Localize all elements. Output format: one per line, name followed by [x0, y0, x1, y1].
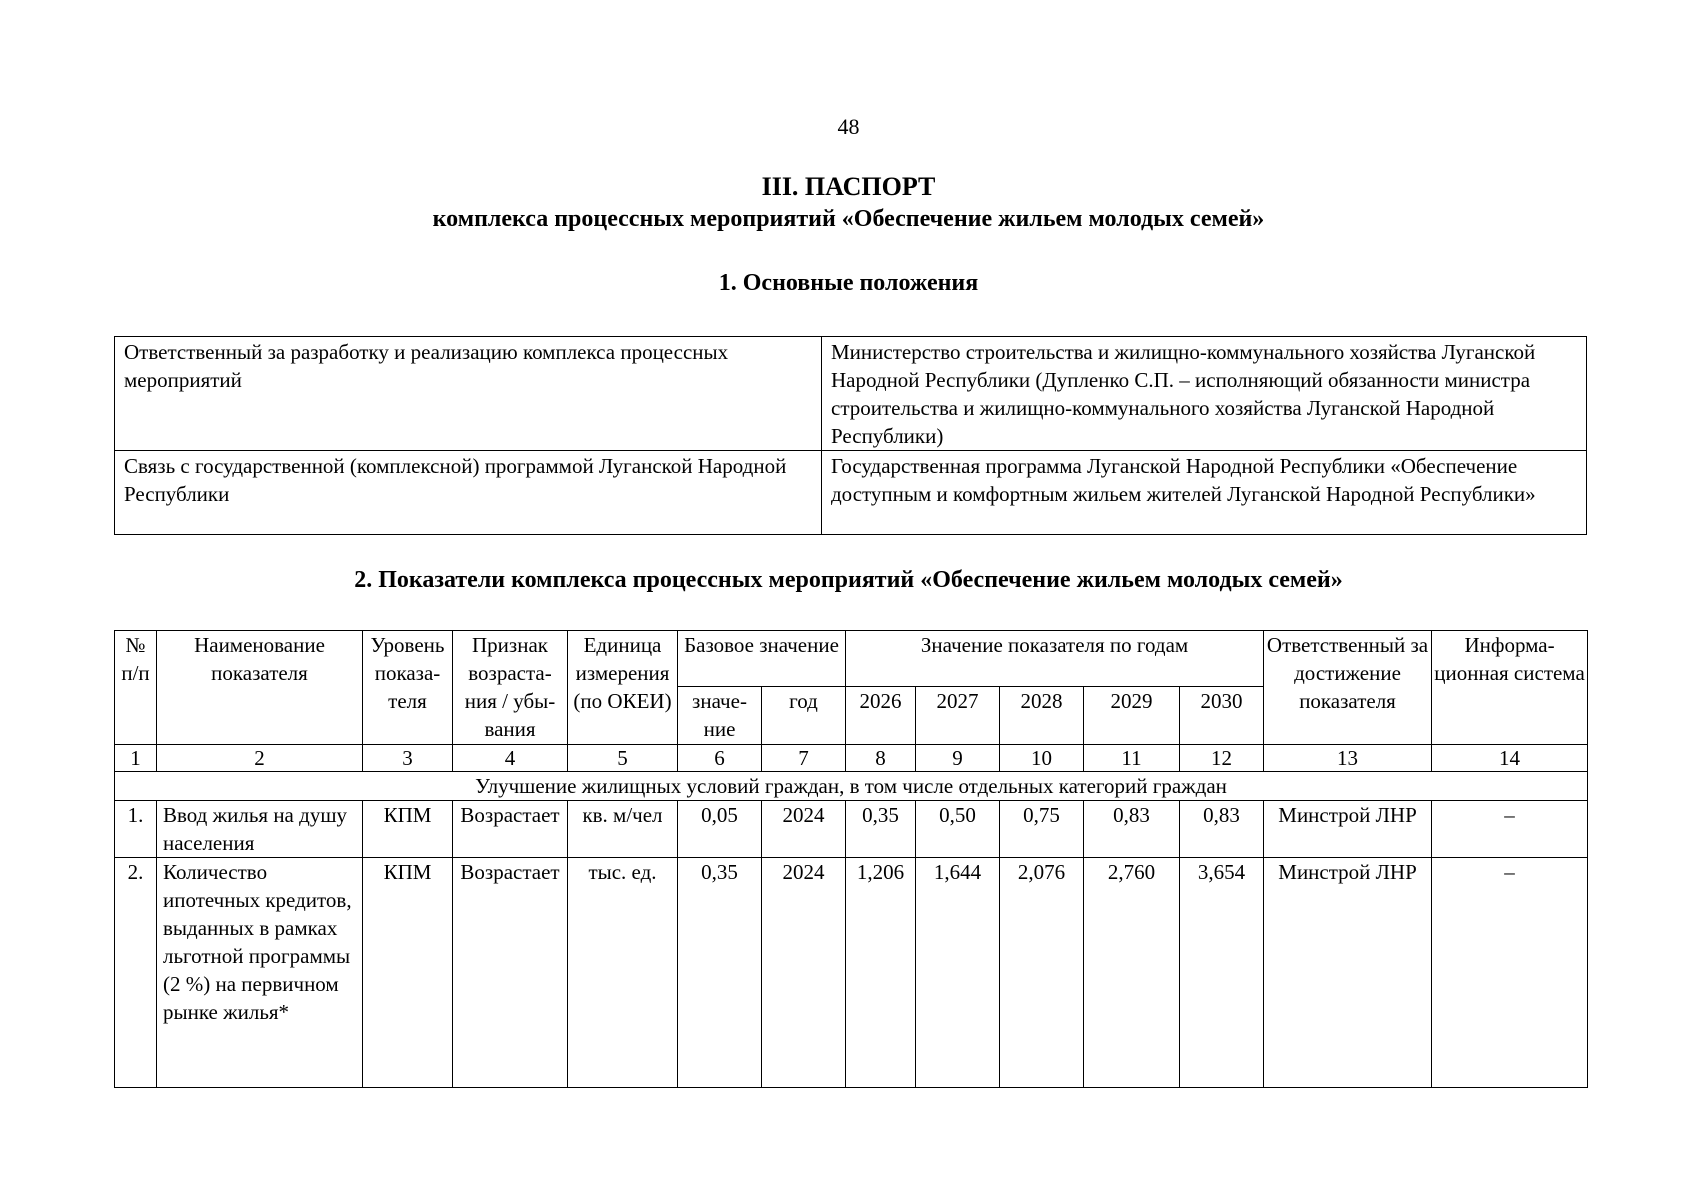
basic-provisions-table [114, 336, 1587, 535]
page-number: 48 [837, 114, 860, 139]
header-base-year: год [762, 687, 846, 745]
header-sign: Признак возраста-ния / убы-вания [453, 631, 568, 745]
column-number: 7 [762, 745, 846, 772]
column-number: 4 [453, 745, 568, 772]
column-number: 11 [1084, 745, 1180, 772]
column-numbers-row [115, 745, 1588, 772]
column-number: 2 [157, 745, 363, 772]
row-value-2026: 0,35 [846, 801, 916, 858]
column-number: 12 [1180, 745, 1264, 772]
column-number: 13 [1264, 745, 1432, 772]
header-year-2028: 2028 [1000, 687, 1084, 745]
header-year-2026: 2026 [846, 687, 916, 745]
header-base-value: значе-ние [678, 687, 762, 745]
indicators-table [114, 630, 1588, 1088]
row-value-2028: 0,75 [1000, 801, 1084, 858]
row-name: Ввод жилья на душу населения [157, 801, 363, 858]
header-year-2030: 2030 [1180, 687, 1264, 745]
table-row [115, 337, 1587, 451]
header-no: № п/п [115, 631, 157, 745]
row-value-2030: 3,654 [1180, 858, 1264, 1088]
row-base-year: 2024 [762, 801, 846, 858]
header-year-2027: 2027 [916, 687, 1000, 745]
passport-title: III. ПАСПОРТ [761, 172, 936, 201]
header-years-group: Значение показателя по годам [846, 631, 1264, 687]
column-number: 6 [678, 745, 762, 772]
program-link-label: Связь с государственной (комплексной) программой Луганской Народной Республики [115, 451, 822, 535]
row-name: Количество ипотечных кредитов, выданных в рамках льготной программы (2 %) на первичном рынке жилья* [157, 858, 363, 1088]
row-sign: Возрастает [453, 801, 568, 858]
row-base-year: 2024 [762, 858, 846, 1088]
row-base-value: 0,05 [678, 801, 762, 858]
row-value-2027: 0,50 [916, 801, 1000, 858]
header-level: Уровень показа-теля [363, 631, 453, 745]
column-number: 5 [568, 745, 678, 772]
responsible-value: Министерство строительства и жилищно-коммунального хозяйства Луганской Народной Республики (Дупленко С.П. – исполняющий обязанности министра строительства и жилищно-коммунального хозяйства Луганской Народной Республики) [822, 337, 1587, 451]
row-value-2027: 1,644 [916, 858, 1000, 1088]
header-responsible: Ответственный за достижение показателя [1264, 631, 1432, 745]
row-responsible: Минстрой ЛНР [1264, 801, 1432, 858]
row-no: 1. [115, 801, 157, 858]
row-info: – [1432, 858, 1588, 1088]
row-level: КПМ [363, 858, 453, 1088]
header-year-2029: 2029 [1084, 687, 1180, 745]
header-name: Наименование показателя [157, 631, 363, 745]
header-base: Базовое значение [678, 631, 846, 687]
row-no: 2. [115, 858, 157, 1088]
table-row [115, 858, 1588, 1088]
column-number: 1 [115, 745, 157, 772]
row-sign: Возрастает [453, 858, 568, 1088]
column-number: 10 [1000, 745, 1084, 772]
group-row [115, 772, 1588, 801]
section2-heading: 2. Показатели комплекса процессных мероприятий «Обеспечение жильем молодых семей» [354, 567, 1343, 593]
column-number: 14 [1432, 745, 1588, 772]
row-level: КПМ [363, 801, 453, 858]
passport-subtitle: комплекса процессных мероприятий «Обеспечение жильем молодых семей» [432, 206, 1265, 232]
row-base-value: 0,35 [678, 858, 762, 1088]
row-responsible: Минстрой ЛНР [1264, 858, 1432, 1088]
table-row [115, 801, 1588, 858]
row-unit: кв. м/чел [568, 801, 678, 858]
row-info: – [1432, 801, 1588, 858]
section1-heading: 1. Основные положения [718, 270, 979, 296]
header-info: Информа-ционная система [1432, 631, 1588, 745]
column-number: 9 [916, 745, 1000, 772]
row-value-2026: 1,206 [846, 858, 916, 1088]
row-value-2030: 0,83 [1180, 801, 1264, 858]
header-row [115, 631, 1588, 687]
header-unit: Единица измерения (по ОКЕИ) [568, 631, 678, 745]
column-number: 3 [363, 745, 453, 772]
responsible-label: Ответственный за разработку и реализацию комплекса процессных мероприятий [115, 337, 822, 451]
column-number: 8 [846, 745, 916, 772]
program-link-value: Государственная программа Луганской Народной Республики «Обеспечение доступным и комфортным жильем жителей Луганской Народной Республики» [822, 451, 1587, 535]
table-row [115, 451, 1587, 535]
row-value-2029: 0,83 [1084, 801, 1180, 858]
row-unit: тыс. ед. [568, 858, 678, 1088]
group-title: Улучшение жилищных условий граждан, в том числе отдельных категорий граждан [115, 772, 1588, 801]
row-value-2029: 2,760 [1084, 858, 1180, 1088]
row-value-2028: 2,076 [1000, 858, 1084, 1088]
